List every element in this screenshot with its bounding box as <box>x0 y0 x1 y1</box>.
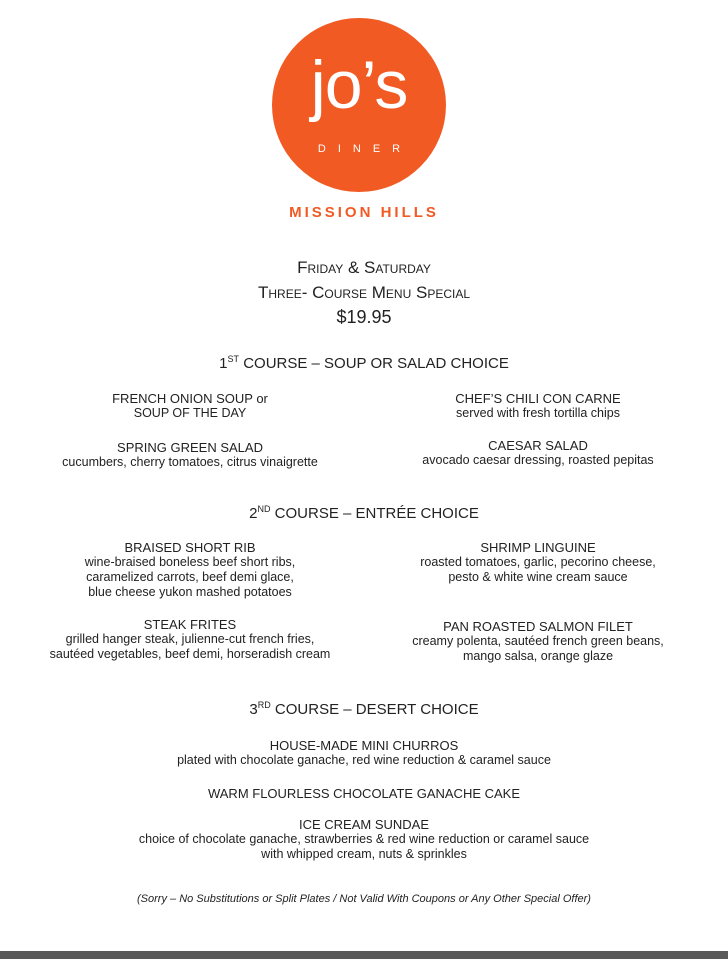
course-3-number: 3 <box>249 701 258 718</box>
item-name: SHRIMP LINGUINE <box>480 540 596 555</box>
location-title: MISSION HILLS <box>289 204 439 221</box>
course-2-ordinal: ND <box>257 504 271 514</box>
course-2-number: 2 <box>249 505 258 522</box>
menu-special-title: Three- Course Menu Special <box>257 283 471 302</box>
item-description: choice of chocolate ganache, strawberries & red wine reduction or caramel sauce <box>138 832 590 846</box>
menu-item <box>30 391 350 421</box>
logo-wordmark: jo’s <box>310 47 408 123</box>
course-3-ordinal: RD <box>257 700 271 710</box>
item-name: FRENCH ONION SOUP or <box>112 391 268 406</box>
course-1-number: 1 <box>219 355 228 372</box>
menu-item <box>378 391 698 421</box>
item-name: PAN ROASTED SALMON FILET <box>443 619 633 634</box>
menu-item <box>378 438 698 468</box>
item-description: pesto & white wine cream sauce <box>448 570 628 584</box>
item-name: SPRING GREEN SALAD <box>117 440 263 455</box>
course-3-title: COURSE – DESERT CHOICE <box>270 701 479 718</box>
menu-item <box>378 540 698 585</box>
course-2-heading <box>0 504 728 522</box>
item-description: mango salsa, orange glaze <box>462 649 614 663</box>
menu-item <box>30 540 350 600</box>
item-description: plated with chocolate ganache, red wine reduction & caramel sauce <box>177 753 551 767</box>
item-description: blue cheese yukon mashed potatoes <box>88 585 292 599</box>
item-name: WARM FLOURLESS CHOCOLATE GANACHE CAKE <box>207 786 521 801</box>
item-description: grilled hanger steak, julienne-cut french fries, <box>65 632 315 646</box>
course-2-title: COURSE – ENTRÉE CHOICE <box>270 505 479 522</box>
course-1-ordinal: ST <box>227 354 240 364</box>
item-description: sautéed vegetables, beef demi, horseradish cream <box>49 647 331 661</box>
disclaimer-note: (Sorry – No Substitutions or Split Plates / Not Valid With Coupons or Any Other Special Offer) <box>137 893 591 905</box>
item-name: BRAISED SHORT RIB <box>124 540 256 555</box>
item-description: served with fresh tortilla chips <box>456 406 620 420</box>
menu-item <box>60 817 668 862</box>
item-description: roasted tomatoes, garlic, pecorino cheese, <box>420 555 656 569</box>
item-description: avocado caesar dressing, roasted pepitas <box>422 453 654 467</box>
item-description: caramelized carrots, beef demi glace, <box>86 570 294 584</box>
menu-item <box>30 440 350 470</box>
course-1-heading <box>0 354 728 372</box>
jos-diner-logo <box>272 18 446 192</box>
item-name: CHEF’S CHILI CON CARNE <box>455 391 621 406</box>
logo-subtitle: DINER <box>317 143 413 155</box>
item-name: STEAK FRITES <box>143 617 237 632</box>
item-name: CAESAR SALAD <box>488 438 588 453</box>
item-description: creamy polenta, sautéed french green beans, <box>412 634 664 648</box>
item-name-line2: SOUP OF THE DAY <box>133 406 247 420</box>
item-name: ICE CREAM SUNDAE <box>298 817 430 832</box>
menu-item <box>60 738 668 768</box>
menu-item <box>378 619 698 664</box>
item-description: cucumbers, cherry tomatoes, citrus vinaigrette <box>62 455 318 469</box>
course-3-heading <box>0 700 728 718</box>
menu-item <box>60 786 668 801</box>
item-description: wine-braised boneless beef short ribs, <box>84 555 296 569</box>
course-1-title: COURSE – SOUP OR SALAD CHOICE <box>239 355 509 372</box>
menu-days: Friday & Saturday <box>297 258 431 277</box>
item-name: HOUSE-MADE MINI CHURROS <box>269 738 459 753</box>
item-description: with whipped cream, nuts & sprinkles <box>261 847 467 861</box>
menu-item <box>30 617 350 662</box>
bottom-divider <box>0 951 728 959</box>
menu-price: $19.95 <box>336 307 392 327</box>
